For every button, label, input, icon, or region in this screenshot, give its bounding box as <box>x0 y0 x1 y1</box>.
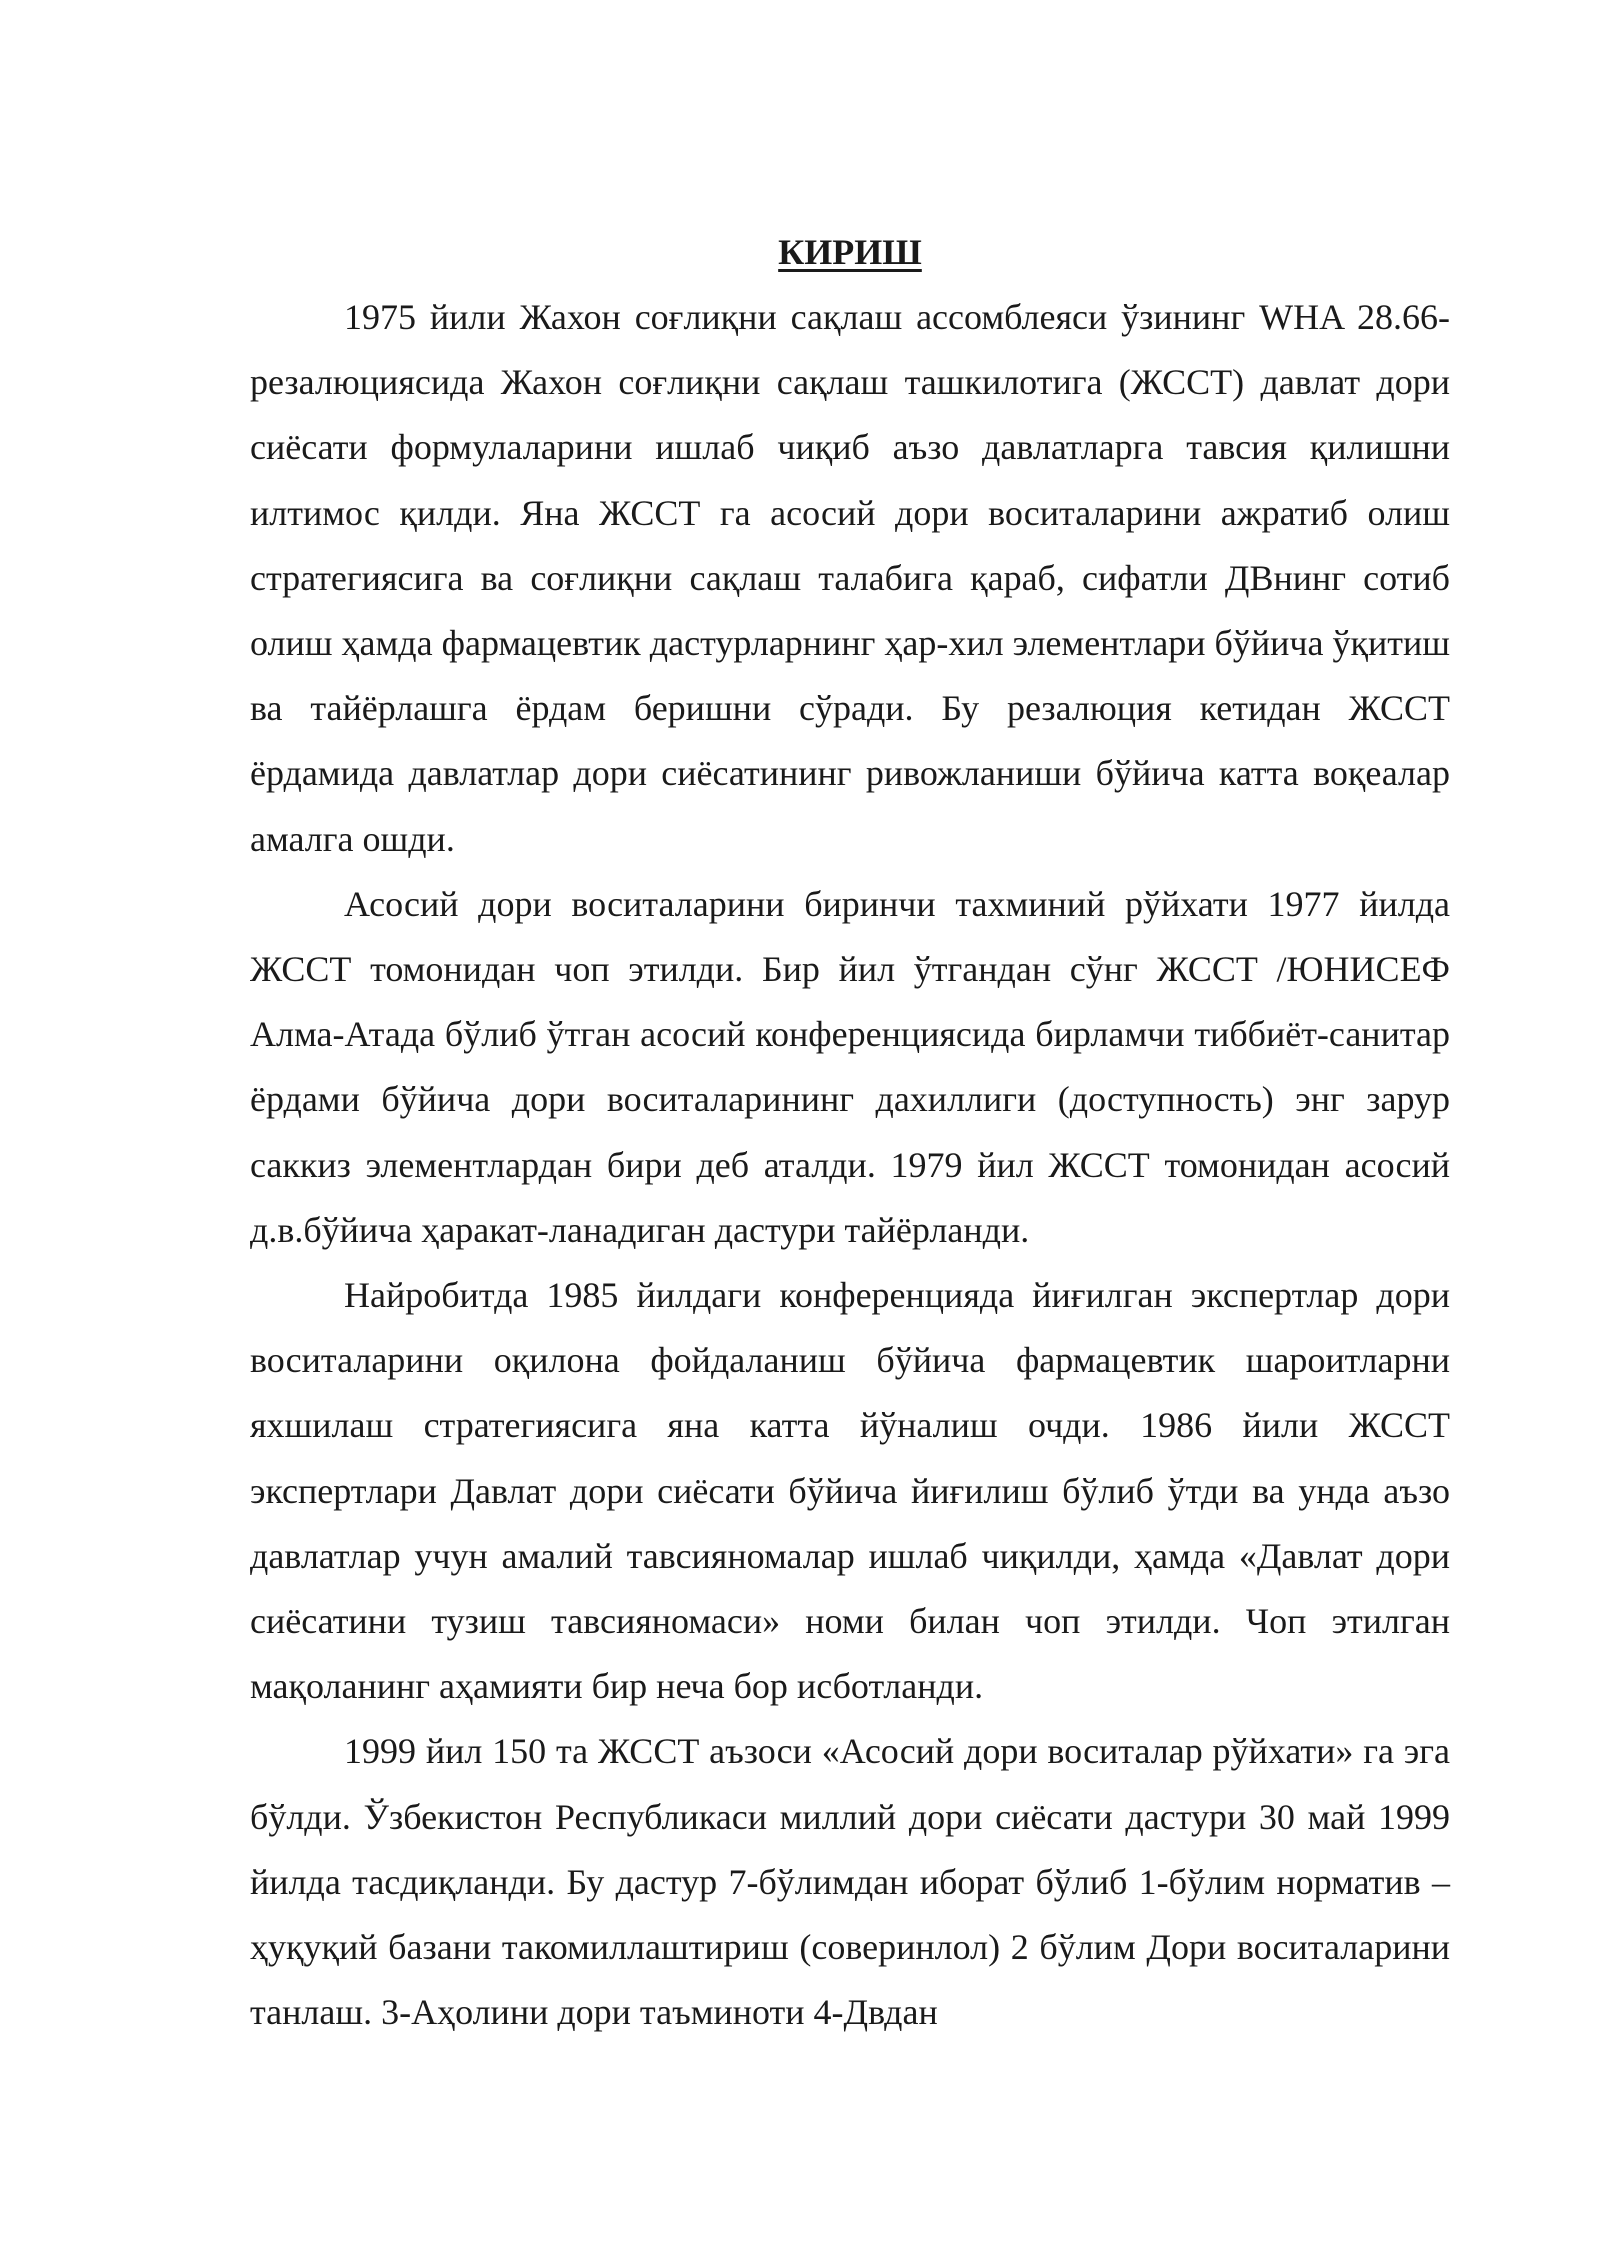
document-page <box>250 220 1450 2045</box>
paragraph-2: Асосий дори воситаларини биринчи тахминий рўйхати 1977 йилда ЖССТ томонидан чоп этилди. Бир йил ўтгандан сўнг ЖССТ /ЮНИСЕФ Алма-Атада бўлиб ўтган асосий конференциясида бирламчи тиббиёт-санитар ёрдами бўйича дори воситаларининг дахиллиги (доступность) энг зарур саккиз элементлардан бири деб аталди. 1979 йил ЖССТ томонидан асосий д.в.бўйича ҳаракат-ланадиган дастури тайёрланди. <box>250 883 1450 1250</box>
paragraph-3: Найробитда 1985 йилдаги конференцияда йиғилган экспертлар дори воситаларини оқилона фойдаланиш бўйича фармацевтик шароитларни яхшилаш стратегиясига яна катта йўналиш очди. 1986 йили ЖССТ экспертлари Давлат дори сиёсати бўйича йиғилиш бўлиб ўтди ва унда аъзо давлатлар учун амалий тавсияномалар ишлаб чиқилди, ҳамда «Давлат дори сиёсатини тузиш тавсияномаси» номи билан чоп этилди. Чоп этилган мақоланинг аҳамияти бир неча бор исботланди. <box>250 1275 1450 1707</box>
paragraph-1: 1975 йили Жахон соғлиқни сақлаш ассомблеяси ўзининг WHA 28.66-резалюциясида Жахон соғлиқни сақлаш ташкилотига (ЖССТ) давлат дори сиёсати формулаларини ишлаб чиқиб аъзо давлатларга тавсия қилишни илтимос қилди. Яна ЖССТ га асосий дори воситаларини ажратиб олиш стратегиясига ва соғлиқни сақлаш талабига қараб, сифатли ДВнинг сотиб олиш ҳамда фармацевтик дастурларнинг ҳар-хил элементлари бўйича ўқитиш ва тайёрлашга ёрдам беришни сўради. Бу резалюция кетидан ЖССТ ёрдамида давлатлар дори сиёсатининг ривожланиши бўйича катта воқеалар амалга ошди. <box>250 297 1450 859</box>
paragraph-4: 1999 йил 150 та ЖССТ аъзоси «Асосий дори воситалар рўйхати» га эга бўлди. Ўзбекистон Республикаси миллий дори сиёсати дастури 30 май 1999 йилда тасдиқланди. Бу дастур 7-бўлимдан иборат бўлиб 1-бўлим норматив –ҳуқуқий базани такомиллаштириш (соверинлол) 2 бўлим Дори воситаларини танлаш. 3-Аҳолини дори таъминоти 4-Двдан <box>250 1731 1450 2033</box>
page-title: КИРИШ <box>778 232 922 272</box>
